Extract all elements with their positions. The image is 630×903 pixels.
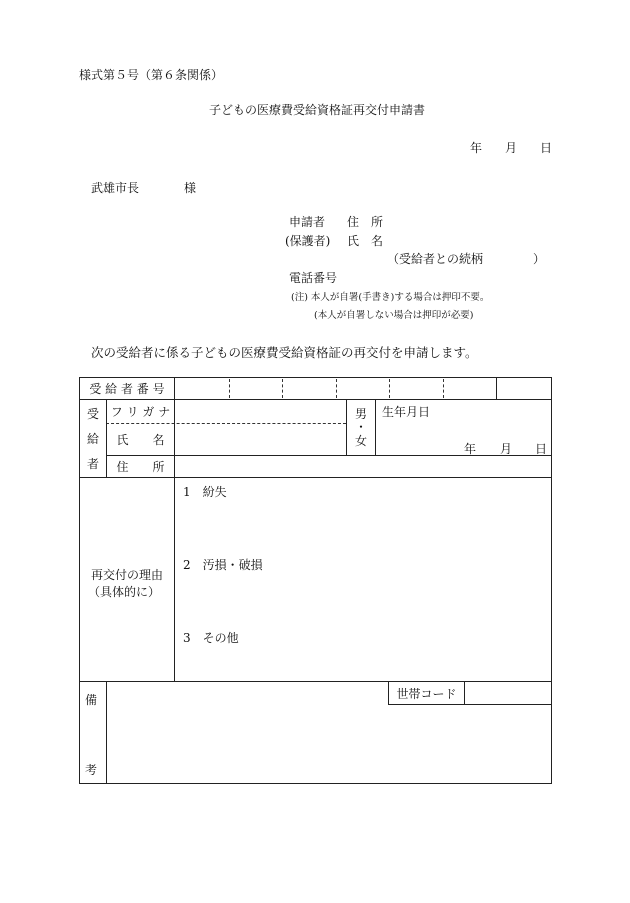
recipient-name-label: 氏 名 [116, 433, 165, 447]
gender-dot: ・ [354, 419, 367, 434]
applicant-label: 申請者 [289, 215, 326, 229]
date-year-label: 年 [470, 141, 483, 155]
applicant-name-label: 氏 名 [347, 234, 384, 248]
remarks-label-char-1: 備 [85, 693, 98, 707]
reason-option-other: 3 その他 [183, 631, 239, 645]
reason-option-damaged: 2 汚損・破損 [183, 558, 263, 572]
recipient-label-char-3: 者 [86, 456, 99, 471]
reason-label: 再交付の理由 [91, 568, 164, 582]
recipient-address-label: 住 所 [116, 460, 165, 474]
furigana-label: フ リ ガ ナ [110, 405, 171, 419]
birth-year-label: 年 [464, 442, 477, 456]
relationship-close: ） [533, 252, 546, 266]
recipient-label-char-1: 受 [86, 406, 99, 421]
birthdate-label: 生年月日 [382, 405, 431, 419]
relationship-label: （受給者との続柄 [387, 252, 484, 266]
page-title: 子どもの医療費受給資格証再交付申請書 [209, 103, 426, 117]
recipient-number-label: 受 給 者 番 号 [89, 382, 165, 396]
note-signature-1: (注) 本人が自署(手書き)する場合は押印不要。 [291, 292, 490, 303]
addressee-name: 武雄市長 [91, 181, 140, 195]
guardian-label: (保護者) [285, 234, 331, 248]
gender-female: 女 [354, 433, 367, 448]
household-code-label: 世帯コード [396, 686, 457, 701]
remarks-label-char-2: 考 [85, 763, 98, 777]
reason-option-lost: 1 紛失 [183, 485, 227, 499]
date-day-label: 日 [540, 141, 553, 155]
application-statement: 次の受給者に係る子どもの医療費受給資格証の再交付を申請します。 [91, 345, 478, 360]
gender-male: 男 [354, 406, 367, 421]
note-signature-2: (本人が自署しない場合は押印が必要) [314, 310, 474, 321]
recipient-label-char-2: 給 [86, 431, 99, 446]
birth-month-label: 月 [500, 442, 513, 456]
reason-label-note: （具体的に） [88, 585, 161, 599]
applicant-address-label: 住 所 [347, 215, 384, 229]
form-number: 様式第５号（第６条関係） [79, 68, 224, 82]
date-month-label: 月 [505, 141, 518, 155]
addressee-honorific: 様 [184, 181, 197, 195]
phone-label: 電話番号 [289, 271, 338, 285]
birth-day-label: 日 [535, 442, 548, 456]
